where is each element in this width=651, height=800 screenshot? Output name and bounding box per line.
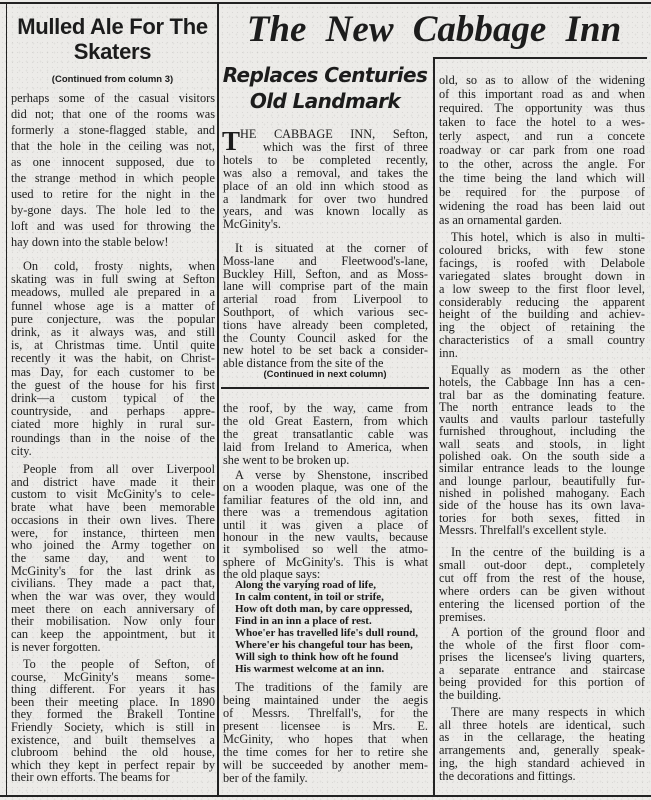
text-line: occasions in their own lives. There [11, 512, 215, 527]
text-line: ber of the family. [223, 771, 308, 785]
text-line: skating was in full swing at Sefton [11, 272, 215, 287]
text-line: the strange method in which people [11, 171, 215, 185]
text-line: ing, the high standard achieved in [439, 755, 645, 770]
text-line: city. [11, 443, 32, 458]
text-line: ciated more highly in rural sur- [11, 417, 215, 432]
text-line: the roof, by the way, came from [223, 401, 428, 415]
text-line: the great transatlantic cable was [223, 426, 428, 441]
text-line: facings, is roofed with Delabole [439, 255, 645, 270]
text-line: height of the building and achiev- [439, 307, 645, 322]
verse-line: His warmest welcome at an inn. [235, 663, 385, 675]
right-paragraph [439, 706, 645, 782]
right-paragraph [439, 364, 645, 536]
verse-line: Will sigh to think how oft he found [235, 651, 399, 663]
text-line: can keep the appointment, but it [11, 627, 215, 642]
headline-line-1: Mulled Ale For The [17, 14, 208, 39]
text-line: the County Council asked for the [223, 330, 428, 345]
text-line: similar entrance leads to the lounge [439, 461, 645, 476]
text-line: as an ornamental garden. [439, 213, 562, 227]
verse-line: Whoe'er has travelled life's dull round, [235, 627, 418, 639]
text-line: This hotel, which is also in multi- [451, 230, 645, 244]
text-line: Messrs. Threlfall's excellent style. [439, 522, 607, 537]
verse-line: Where'er his changeful tour has been, [235, 639, 413, 651]
text-line: tral bar as the dominating feature. [439, 387, 645, 402]
left-article-headline [10, 14, 215, 64]
text-line: the building. [439, 687, 502, 702]
text-line: furnished throughout, including the [439, 424, 645, 439]
text-line: lane will comprise part of the main [223, 279, 428, 294]
text-line: To the people of Sefton, of [23, 657, 215, 671]
verse-line: How oft doth man, by care oppressed, [235, 603, 413, 615]
right-paragraph [439, 546, 645, 624]
text-line: until it was given a place of [223, 517, 428, 532]
text-line: McGinity's. [223, 217, 281, 232]
subheadline-line-1: Replaces Centuries [222, 63, 428, 87]
text-line: Moss-lane and Fleetwood's-lane, [223, 253, 428, 268]
text-line: old, so as to allow of the widening [439, 73, 645, 87]
text-line: It is situated at the corner of [235, 241, 428, 255]
text-line: is never forgotten. [11, 639, 101, 654]
shenstone-verse [235, 579, 430, 675]
text-line: nished in polished mahogany. Each [439, 485, 645, 500]
text-line: prises the licensee's living quarters, [439, 650, 645, 665]
text-line: countryside, and perhaps appre- [11, 404, 215, 419]
text-line: McGinity, who hopes that when [223, 732, 428, 746]
text-line: as one innocent supposed, due to [11, 155, 215, 169]
text-line: arterial road from Liverpool to [223, 292, 428, 307]
verse-line: Find in an inn a place of rest. [235, 615, 372, 627]
left-paragraph [11, 260, 215, 458]
text-line: clubroom behind the old house, [11, 745, 215, 760]
text-line: considerably reducing the apparent [439, 294, 645, 309]
text-line: the whole of the first floor com- [439, 637, 645, 652]
text-line: the guest of the house for his first [11, 377, 215, 392]
text-line: there was a tremendous agitation [223, 505, 428, 520]
text-line: widening the road has been laid out [439, 199, 645, 213]
text-line: Equally as modern as the other [451, 363, 645, 377]
text-line: tions have already been completed, [223, 317, 428, 332]
continued-rule [221, 387, 429, 389]
text-line: and district have made it their [11, 474, 215, 489]
text-line: all three hotels are identical, such [439, 717, 645, 732]
text-line: brate what have been memorable [11, 500, 215, 515]
text-line: recently it was the habit, on Christ- [11, 351, 215, 366]
text-line: inn. [439, 346, 458, 361]
continued-to-note: (Continued in next column) [263, 369, 387, 380]
text-line: course, McGinity's means some- [11, 669, 215, 684]
text-line: On cold, frosty nights, when [23, 259, 215, 273]
text-line: their own efforts. The beams for [11, 770, 170, 785]
text-line: able distance from the site of the [223, 356, 384, 371]
subheadline-line-2: Old Landmark [249, 89, 401, 113]
text-line: the time comes for her to retire she [223, 745, 428, 759]
text-line: was also a removal, and takes the [223, 165, 428, 180]
text-line: funnel whose age is a matter of [11, 298, 215, 313]
text-line: on a wooden plaque, was one of the [223, 480, 428, 495]
text-line: a landmark for over two hundred [223, 191, 428, 206]
text-line: roadway or car park from one road [439, 143, 645, 157]
middle-paragraph [223, 681, 428, 785]
text-line: taken to face the hotel to a wes- [439, 115, 645, 129]
text-line: new hotel to be set back a consider- [223, 343, 428, 358]
text-line: being provided for this portion of [439, 675, 645, 690]
text-line: ing the object of retaining the [439, 320, 645, 335]
text-line: thing different. For years it has [11, 682, 215, 697]
text-line: a low sweep to the first floor level, [439, 281, 645, 296]
text-line: the old Great Eastern, from which [223, 413, 428, 428]
text-line: pure conjecture, was the popular [11, 311, 215, 326]
text-line: A verse by Shenstone, inscribed [235, 468, 428, 482]
middle-paragraph [223, 402, 428, 467]
text-line: when the war was over, they would [11, 589, 215, 604]
text-line: a separate entrance and staircase [439, 662, 645, 677]
text-line: honour in the new vaults, because [223, 530, 428, 545]
text-line: of Messrs. Threlfall's, for the [223, 706, 428, 720]
text-line: Friendly Society, which is still in [11, 719, 215, 734]
text-line: were, for instance, thirteen men [11, 525, 215, 540]
text-line: the time being the land which will [439, 171, 645, 185]
text-line: loft and was used for throwing the [11, 219, 215, 233]
text-line: hotels to be completed recently, [223, 152, 428, 167]
text-line: to the other, across the angle. For [439, 157, 645, 171]
text-line: of this important road as and when [439, 87, 645, 101]
text-line: McGinity's for the last drink as [11, 563, 215, 578]
text-line: existence, and built themselves a [11, 732, 215, 747]
text-line: variegated slates brought down in [439, 268, 645, 283]
text-line: The traditions of the family are [235, 680, 428, 694]
right-paragraph [439, 73, 645, 227]
text-line: laid from Ireland to America, when [223, 439, 428, 454]
text-line: In the centre of the building is a [451, 545, 645, 559]
text-line: A portion of the ground floor and [451, 625, 645, 639]
text-line: The north entrance leads to the [439, 399, 645, 414]
text-line: HE CABBAGE INN, Sefton, [240, 127, 428, 141]
text-line: by-gone days. The hole led to the [11, 203, 215, 217]
text-line: characteristics of a small country [439, 333, 645, 348]
text-line: hay down into the stable below! [11, 235, 169, 249]
text-line: small out-door dept., completely [439, 558, 645, 572]
left-margin-rule [6, 4, 7, 796]
left-paragraph [11, 658, 215, 784]
text-line: who joined the Army together on [11, 538, 215, 553]
text-line: where orders can be given without [439, 584, 645, 598]
text-line: entering the licensed portion of the [439, 597, 645, 611]
text-line: they formed the Brakell Tontine [11, 707, 215, 722]
right-paragraph [439, 626, 645, 702]
text-line: wall seats and stools, in light [439, 436, 645, 451]
right-column-top-rule [433, 57, 647, 59]
text-line: is, at Christmas time. Until quite [11, 338, 215, 353]
text-line: civilians. They made a pact that, [11, 576, 215, 591]
text-line: hotels, the Cabbage Inn has a cen- [439, 375, 645, 390]
text-line: coloured bricks, with few stone [439, 242, 645, 257]
text-line: arrangements and, generally speak- [439, 743, 645, 758]
column-rule-2 [433, 57, 435, 796]
text-line: place of an old inn which stood as [223, 178, 428, 193]
headline-line-2: Skaters [73, 39, 152, 64]
text-line: meet there on each anniversary of [11, 601, 215, 616]
text-line: which was the first of three [263, 139, 428, 154]
text-line: as in the cellarage, the heating [439, 730, 645, 745]
middle-paragraph-lead [223, 128, 428, 231]
text-line: the decorations and fittings. [439, 768, 576, 783]
main-headline: The New Cabbage Inn [246, 9, 622, 50]
text-line: the old plaque says: [223, 567, 321, 582]
text-line: premises. [439, 610, 486, 624]
text-line: been their meeting place. In 1890 [11, 694, 215, 709]
text-line: it symbolised so well the atmo- [223, 542, 428, 557]
text-line: be required for the purpose of [439, 185, 645, 199]
text-line: familiar features of the old inn, and [223, 492, 428, 507]
bottom-rule [0, 795, 651, 797]
middle-paragraph [223, 469, 428, 581]
text-line: she went to be broken up. [223, 452, 350, 467]
text-line: that the hole in the ceiling was not, [11, 139, 215, 153]
verse-line: In calm content, in toil or strife, [235, 591, 384, 603]
text-line: did not; that one of the rooms was [11, 107, 215, 121]
main-subheadline [220, 62, 430, 114]
text-line: their mobilisation. Now only four [11, 614, 215, 629]
text-line: being maintained under the aegis [223, 693, 428, 707]
text-line: drink, as it always was, and still [11, 325, 215, 340]
verse-line: Along the varying road of life, [235, 579, 376, 591]
text-line: required. The opportunity was thus [439, 101, 645, 115]
text-line: and lounge parlour, beautifully fur- [439, 473, 645, 488]
text-line: People from all over Liverpool [23, 462, 215, 476]
right-paragraph [439, 231, 645, 360]
text-line: sphere of McGinity's. This is what [223, 554, 428, 569]
text-line: perhaps some of the casual visitors [11, 91, 215, 105]
text-line: cut off from the rest of the house, [439, 571, 645, 585]
drop-cap: T [222, 126, 241, 156]
text-line: drink—a custom typical of the [11, 391, 215, 406]
text-line: years, and was known locally as [223, 204, 428, 219]
text-line: mas Day, for each customer to be [11, 364, 215, 379]
text-line: terly aspect, and run a concete [439, 129, 645, 143]
top-rule [0, 2, 651, 4]
text-line: Buckley Hill, Sefton, and as Moss- [223, 266, 428, 281]
text-line: Southport, of which various sec- [223, 304, 428, 319]
text-line: roundings than in the noise of the [11, 430, 215, 445]
text-line: present licensee is Mrs. E. [223, 719, 428, 733]
column-rule-1 [217, 4, 219, 796]
left-paragraph [11, 90, 215, 250]
middle-paragraph [223, 242, 428, 370]
text-line: vaults and vaults parlour tastefully [439, 412, 645, 427]
left-paragraph [11, 463, 215, 654]
text-line: There are many respects in which [451, 705, 645, 719]
text-line: custom to visit McGinity's to cele- [11, 487, 215, 502]
continued-from-note: (Continued from column 3) [51, 74, 174, 85]
text-line: polished oak. On the south side a [439, 449, 645, 464]
text-line: the same day, and went to [11, 550, 215, 565]
text-line: tories for both sexes, fitted in [439, 510, 645, 525]
text-line: used to retire for the night in the [11, 187, 215, 201]
text-line: meadows, mulled ale prepared in a [11, 285, 215, 300]
text-line: side of the house has its own lava- [439, 498, 645, 513]
text-line: formerly a stone-flagged stable, and [11, 123, 215, 137]
text-line: will be succeeded by another mem- [223, 758, 428, 772]
text-line: which they kept in perfect repair by [11, 757, 215, 772]
